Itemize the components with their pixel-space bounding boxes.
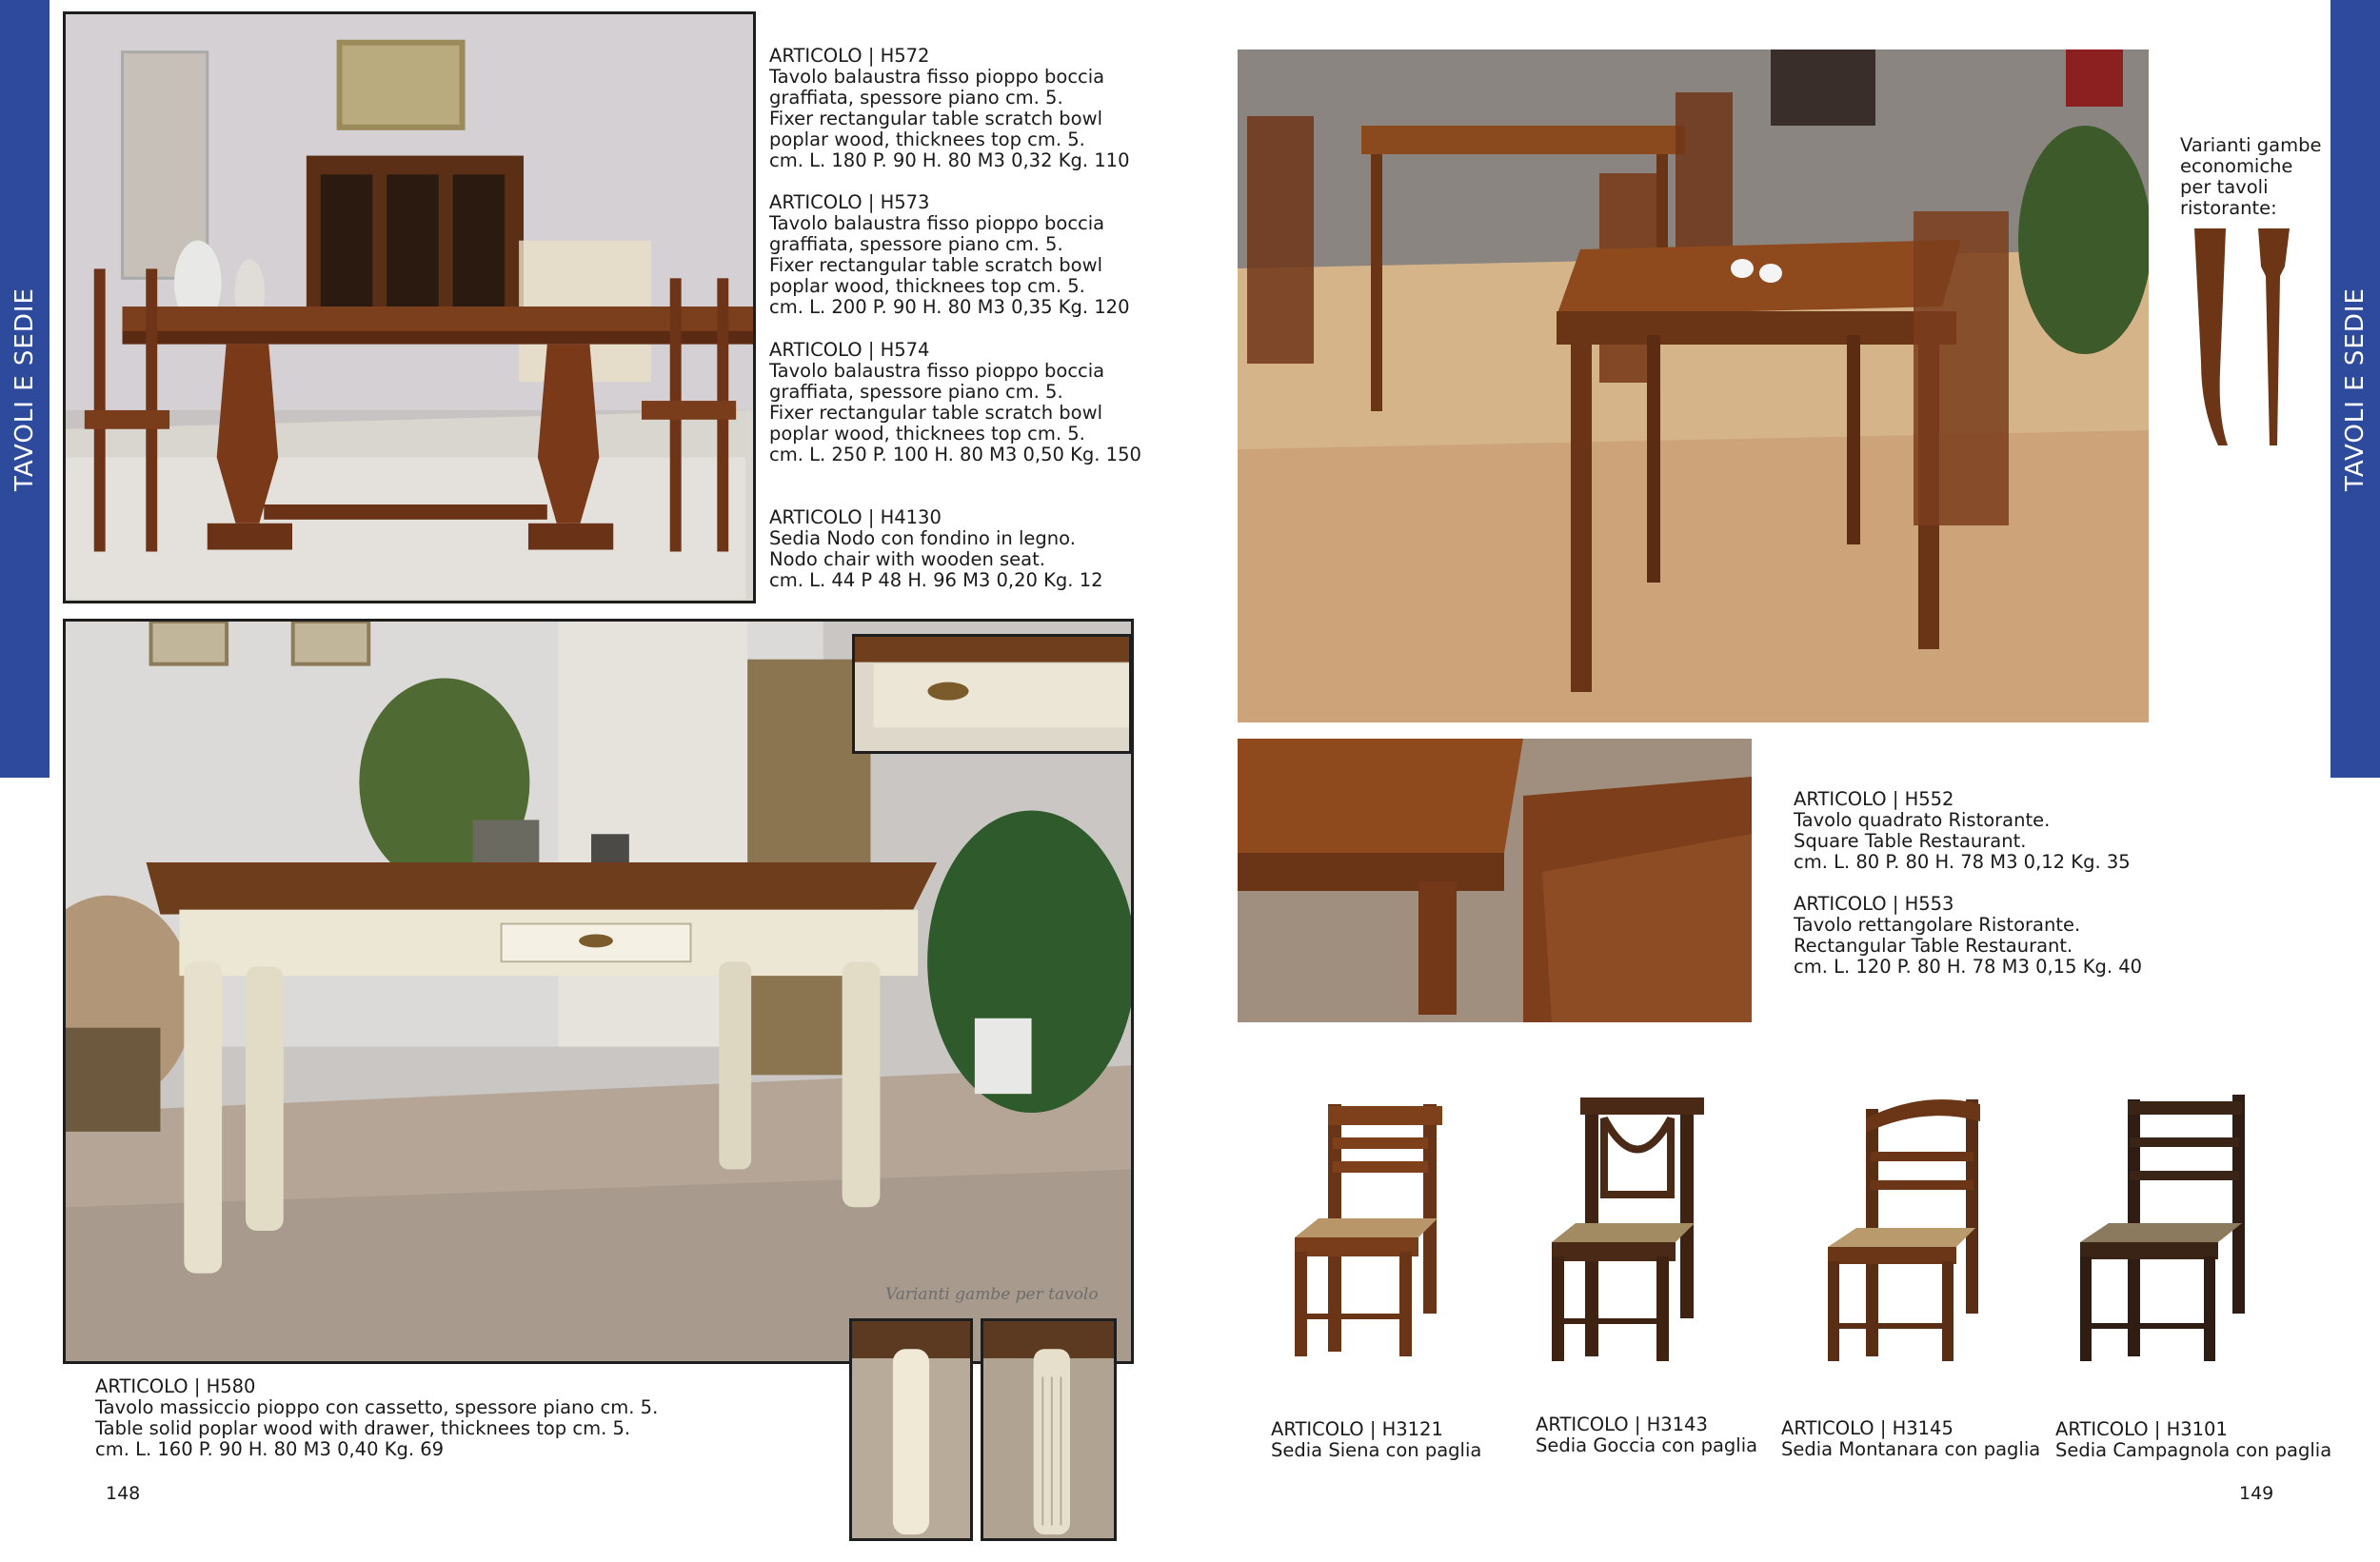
side-tab-left [0, 0, 50, 778]
article-name: Sedia Montanara con paglia [1781, 1438, 2041, 1460]
photo-table-closeup [1238, 739, 1752, 1022]
article-code: ARTICOLO | H573 [769, 191, 930, 213]
article-code: ARTICOLO | H574 [769, 339, 930, 361]
legs-note: Varianti gambe economiche per tavoli ristorante: [2180, 134, 2322, 219]
article-h572: ARTICOLO | H572 Tavolo balaustra fisso pioppo boccia graffiata, spessore piano cm. 5. Fixer rectangular table scratch bowl poplar wood, thicknees top cm. 5. cm. L. 180 P. 90 H. 80 M3 0,32 Kg. 110 [769, 45, 1130, 171]
photo-leg-variants [2190, 228, 2294, 447]
article-h553: ARTICOLO | H553 Tavolo rettangolare Ristorante. Rectangular Table Restaurant. cm. L. 120 P. 80 H. 78 M3 0,15 Kg. 40 [1794, 893, 2143, 978]
article-name: Sedia Campagnola con paglia [2055, 1439, 2332, 1461]
article-code: ARTICOLO | H3101 [2055, 1418, 2228, 1440]
article-code: ARTICOLO | H3143 [1536, 1414, 1708, 1435]
page-number-right: 149 [2239, 1483, 2274, 1504]
chair-goccia-image [1537, 1090, 1718, 1366]
article-h3145 [1781, 1418, 2040, 1460]
article-name: Sedia Siena con paglia [1271, 1439, 1482, 1461]
article-h3101 [2055, 1419, 2331, 1461]
article-code: ARTICOLO | H580 [95, 1375, 256, 1397]
article-h580: ARTICOLO | H580 Tavolo massiccio pioppo con cassetto, spessore piano cm. 5. Table solid poplar wood with drawer, thicknees top cm. 5. cm. L. 160 P. 90 H. 80 M3 0,40 Kg. 69 [95, 1375, 659, 1460]
side-tab-label: TAVOLI E SEDIE [10, 287, 39, 491]
side-tab-label: TAVOLI E SEDIE [2341, 287, 2370, 491]
article-h573: ARTICOLO | H573 Tavolo balaustra fisso pioppo boccia graffiata, spessore piano cm. 5. Fixer rectangular table scratch bowl poplar wood, thicknees top cm. 5. cm. L. 200 P. 90 H. 80 M3 0,35 Kg. 120 [769, 191, 1130, 318]
article-name: Sedia Goccia con paglia [1536, 1434, 1758, 1456]
chair-campagnola-image [2071, 1090, 2261, 1366]
article-h574: ARTICOLO | H574 Tavolo balaustra fisso pioppo boccia graffiata, spessore piano cm. 5. Fixer rectangular table scratch bowl poplar wood, thicknees top cm. 5. cm. L. 250 P. 100 H. 80 M3 0,50 Kg. 150 [769, 339, 1141, 465]
article-h4130: ARTICOLO | H4130 Sedia Nodo con fondino in legno. Nodo chair with wooden seat. cm. L. 44 P 48 H. 96 M3 0,20 Kg. 12 [769, 506, 1103, 591]
side-tab-right [2330, 0, 2380, 778]
chair-siena-image [1280, 1095, 1461, 1361]
photo-inset-drawer [852, 634, 1132, 754]
photo-balustrade-table [63, 11, 756, 603]
article-h3143 [1536, 1414, 1757, 1456]
photo-restaurant-tables [1238, 49, 2149, 722]
page-number-left: 148 [106, 1483, 141, 1504]
article-code: ARTICOLO | H572 [769, 45, 930, 67]
photo-caption: Varianti gambe per tavolo [885, 1285, 1099, 1304]
article-code: ARTICOLO | H552 [1794, 788, 1954, 810]
photo-inset-leg-2 [981, 1318, 1117, 1541]
photo-inset-leg-1 [849, 1318, 973, 1541]
article-code: ARTICOLO | H3145 [1781, 1417, 1954, 1439]
article-code: ARTICOLO | H553 [1794, 893, 1954, 915]
article-h552: ARTICOLO | H552 Tavolo quadrato Ristorante. Square Table Restaurant. cm. L. 80 P. 80 H. 78 M3 0,12 Kg. 35 [1794, 788, 2131, 873]
article-h3121 [1271, 1419, 1481, 1461]
article-code: ARTICOLO | H4130 [769, 506, 942, 528]
article-code: ARTICOLO | H3121 [1271, 1418, 1443, 1440]
chair-montanara-image [1814, 1095, 2004, 1366]
